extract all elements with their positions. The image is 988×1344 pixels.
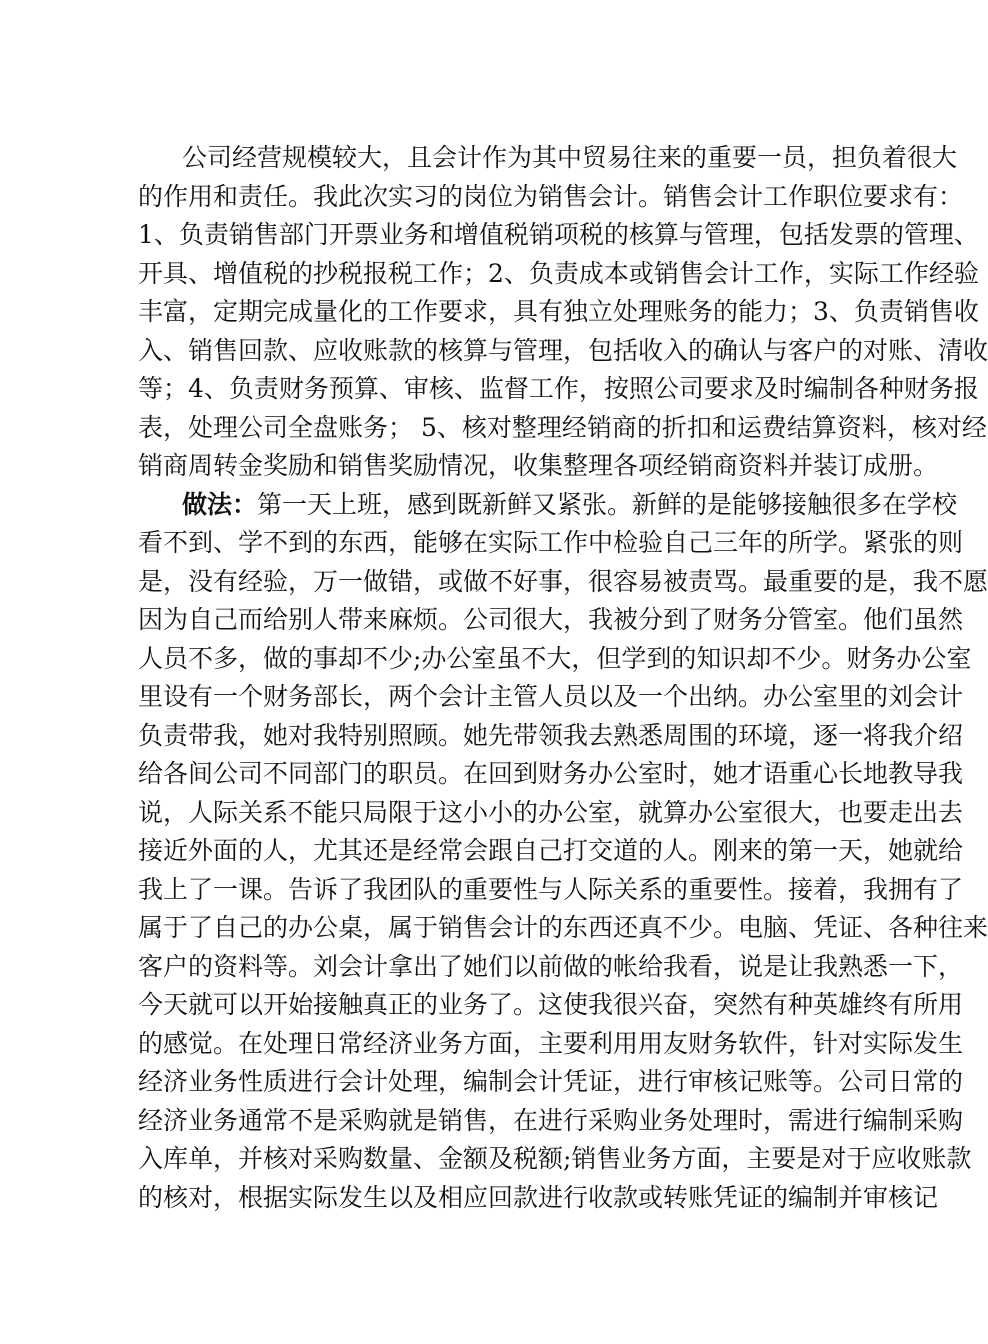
text-line: 的感觉。在处理日常经济业务方面，主要利用用友财务软件，针对实际发生 xyxy=(138,1028,964,1058)
text-line: 我上了一课。告诉了我团队的重要性与人际关系的重要性。接着，我拥有了 xyxy=(138,874,964,904)
text-line: 等；4、负责财务预算、审核、监督工作，按照公司要求及时编制各种财务报 xyxy=(138,374,979,403)
text-line: 表，处理公司全盘账务； 5、核对整理经销商的折扣和运费结算资料，核对经 xyxy=(138,412,987,442)
section-lead-label: 做法： xyxy=(182,489,258,519)
text-line: 的核对，根据实际发生以及相应回款进行收款或转账凭证的编制并审核记 xyxy=(138,1182,939,1212)
text-line-rest: 第一天上班，感到既新鲜又紧张。新鲜的是能够接触很多在学校 xyxy=(257,489,958,519)
text-line: 接近外面的人，尤其还是经常会跟自己打交道的人。刚来的第一天，她就给 xyxy=(138,836,964,865)
text-line: 属于了自己的办公桌，属于销售会计的东西还真不少。电脑、凭证、各种往来 xyxy=(138,913,988,942)
text-line: 负责带我，她对我特别照顾。她先带领我去熟悉周围的环境，逐一将我介绍 xyxy=(138,720,964,750)
text-line: 的作用和责任。我此次实习的岗位为销售会计。销售会计工作职位要求有： xyxy=(138,181,964,211)
text-line xyxy=(138,486,958,525)
text-line: 说，人际关系不能只局限于这小小的办公室，就算办公室很大，也要走出去 xyxy=(138,797,964,827)
text-line: 入、销售回款、应收账款的核算与管理，包括收入的确认与客户的对账、清收 xyxy=(138,335,988,365)
text-line: 人员不多，做的事却不少;办公室虽不大，但学到的知识却不少。财务办公室 xyxy=(138,643,972,673)
text-line: 今天就可以开始接触真正的业务了。这使我很兴奋，突然有种英雄终有所用 xyxy=(138,990,964,1019)
text-line: 经济业务通常不是采购就是销售，在进行采购业务处理时，需进行编制采购 xyxy=(138,1105,964,1135)
text-line: 丰富，定期完成量化的工作要求，具有独立处理账务的能力；3、负责销售收 xyxy=(138,297,979,326)
document-body xyxy=(138,139,988,1217)
text-line: 销商周转金奖励和销售奖励情况，收集整理各项经销商资料并装订成册。 xyxy=(138,451,939,480)
text-line: 里设有一个财务部长，两个会计主管人员以及一个出纳。办公室里的刘会计 xyxy=(138,682,964,711)
text-line: 客户的资料等。刘会计拿出了她们以前做的帐给我看，说是让我熟悉一下， xyxy=(138,951,964,981)
text-line: 公司经营规模较大，且会计作为其中贸易往来的重要一员，担负着很大 xyxy=(182,143,958,172)
text-line: 是，没有经验，万一做错，或做不好事，很容易被责骂。最重要的是，我不愿 xyxy=(138,566,988,596)
paragraph-job-duties xyxy=(138,139,988,486)
text-line: 看不到、学不到的东西，能够在实际工作中检验自己三年的所学。紧张的则 xyxy=(138,528,964,557)
text-line: 因为自己而给别人带来麻烦。公司很大，我被分到了财务分管室。他们虽然 xyxy=(138,605,964,634)
paragraph-approach xyxy=(138,486,988,1218)
text-line: 1、负责销售部门开票业务和增值税销项税的核算与管理，包括发票的管理、 xyxy=(138,220,979,249)
text-line: 给各间公司不同部门的职员。在回到财务办公室时，她才语重心长地教导我 xyxy=(138,759,964,788)
text-line: 开具、增值税的抄税报税工作；2、负责成本或销售会计工作，实际工作经验 xyxy=(138,258,979,288)
text-line: 经济业务性质进行会计处理，编制会计凭证，进行审核记账等。公司日常的 xyxy=(138,1067,964,1096)
text-line: 入库单，并核对采购数量、金额及税额;销售业务方面，主要是对于应收账款 xyxy=(138,1144,972,1173)
